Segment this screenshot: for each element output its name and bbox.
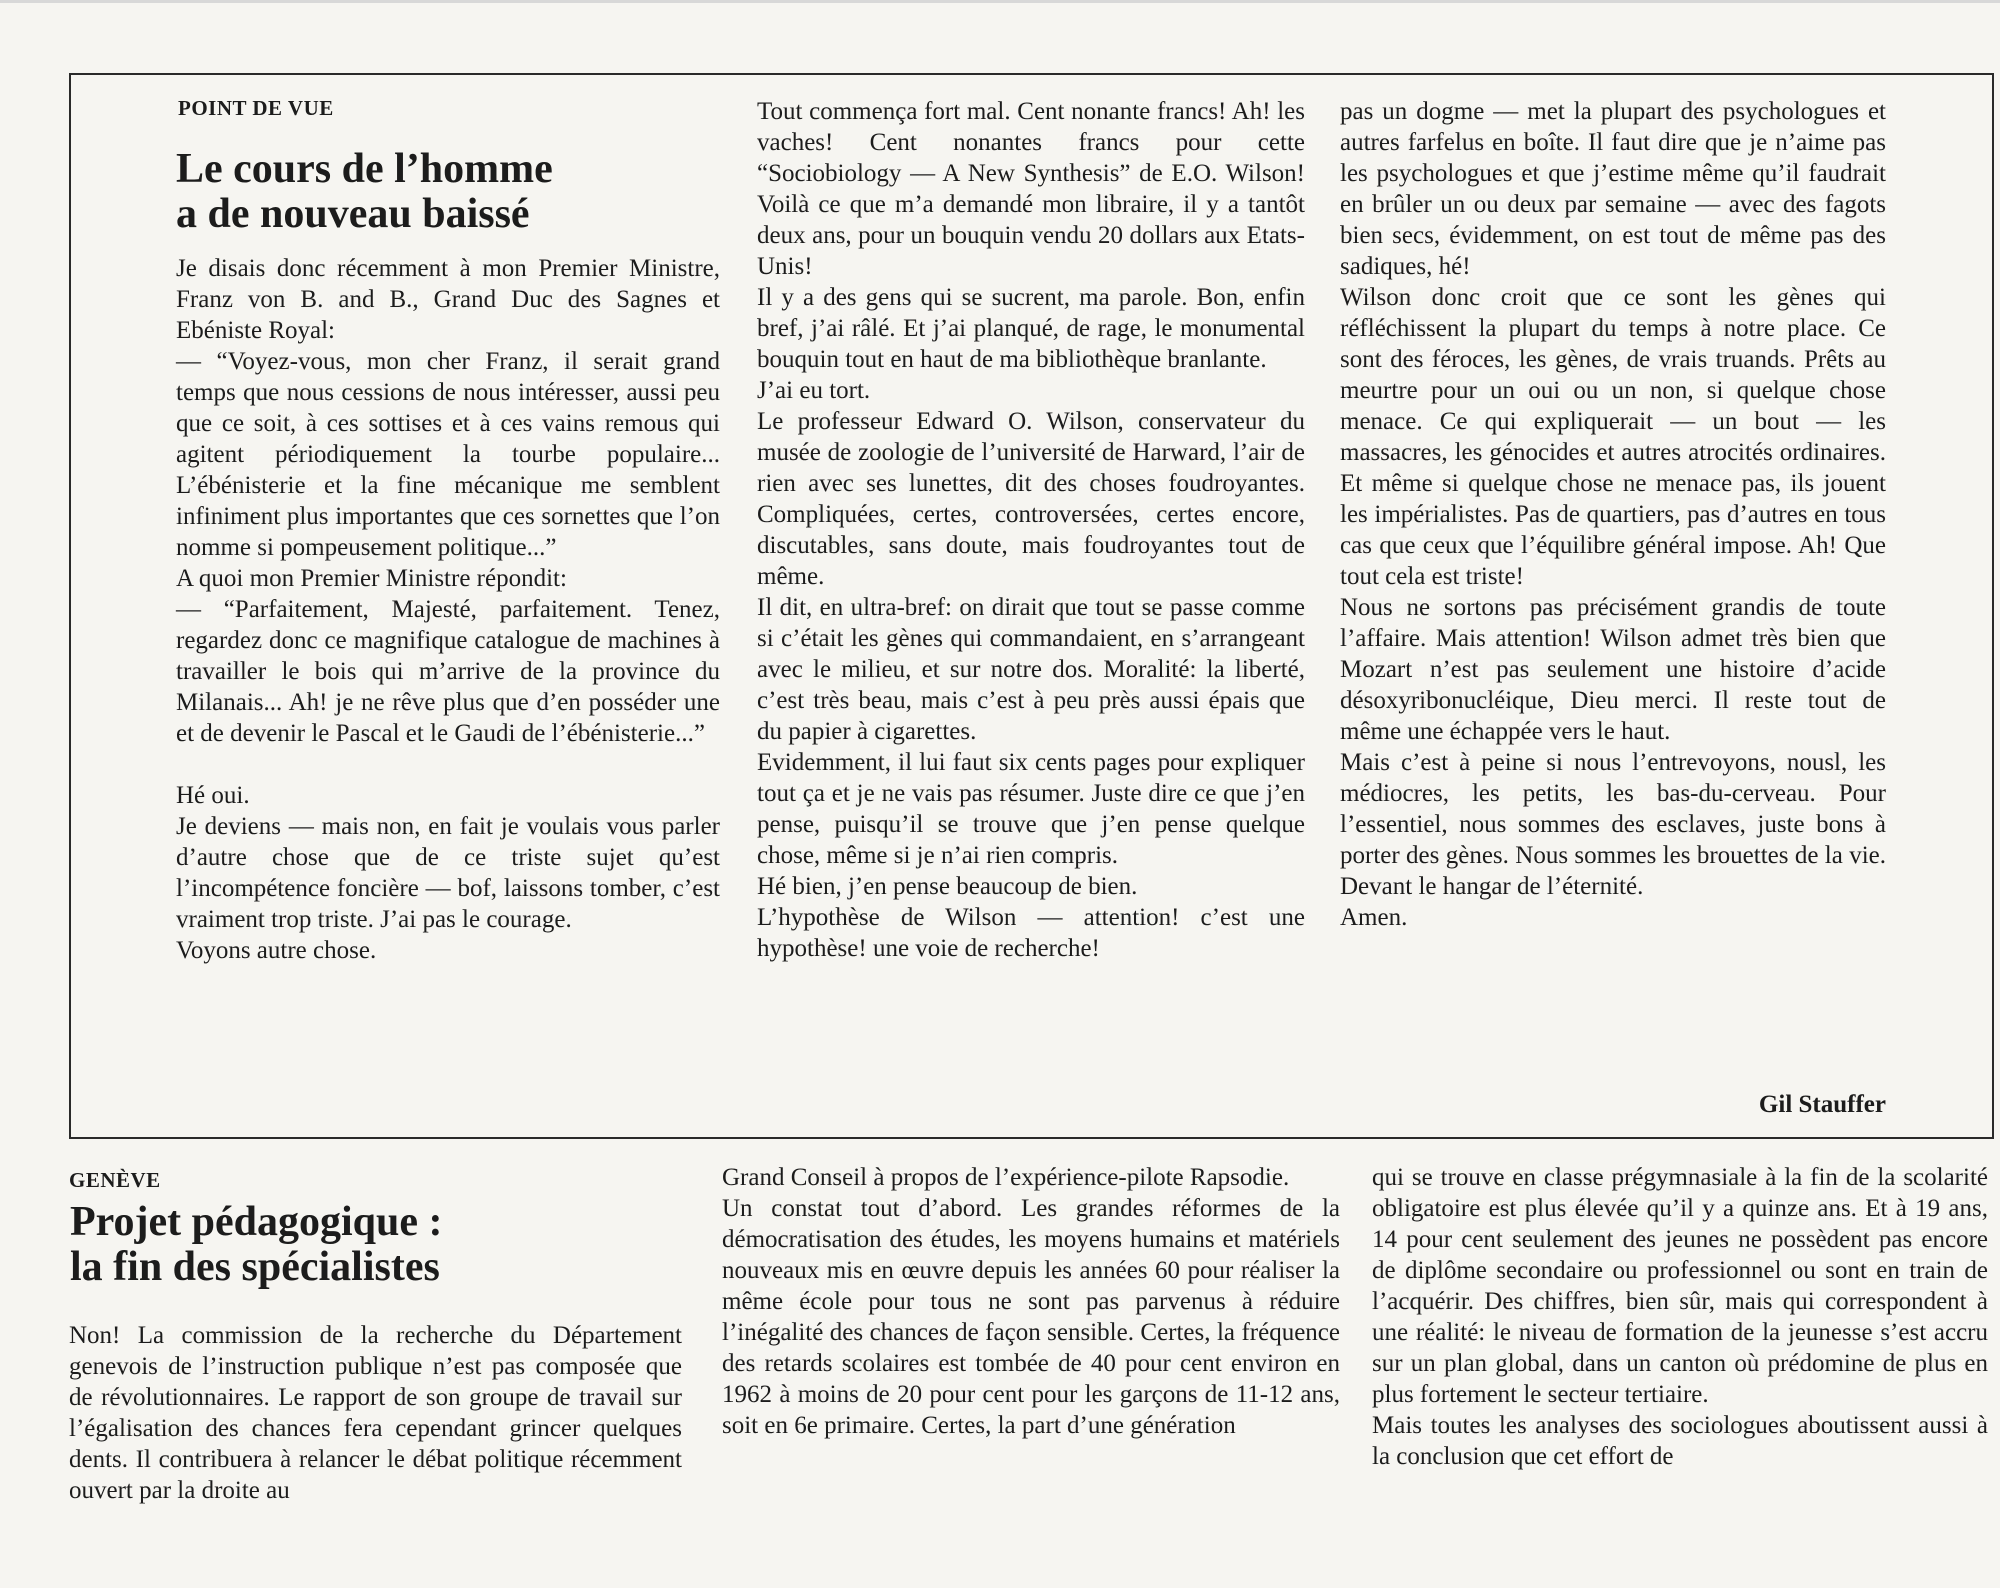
paragraph: Mais c’est à peine si nous l’entrevoyons, nousl, les médiocres, les petits, les bas-du-cerveau. Pour l’essentiel, nous sommes des esclaves, juste bons à porter des gènes. Nous sommes les brouettes de la vie. Devant le hangar de l’éternité. xyxy=(1340,749,1886,900)
article1-column1 xyxy=(176,253,720,966)
article1-headline xyxy=(176,147,553,237)
paragraph: pas un dogme — met la plupart des psychologues et autres farfelus en boîte. Il faut dire que je n’aime pas les psychologues et que j’estime même qu’il faudrait en brûler un ou deux par semaine — avec des fagots bien secs, évidemment, on est tout de même pas des sadiques, hé! xyxy=(1340,98,1886,280)
paragraph: Wilson donc croit que ce sont les gènes qui réfléchissent la plupart du temps à notre place. Ce sont des féroces, les gènes, de vrais truands. Prêts au meurtre pour un oui ou un non, si quelque chose menace. Ce qui expliquerait — un bout — les massacres, les génocides et autres atrocités ordinaires. Et même si quelque chose ne menace pas, ils jouent les impérialistes. Pas de quartiers, pas d’autres en tous cas que ceux que l’équilibre général impose. Ah! Que tout cela est triste! xyxy=(1340,284,1886,590)
article1-column2 xyxy=(757,96,1305,964)
paragraph: Il dit, en ultra-bref: on dirait que tout se passe comme si c’était les gènes qui commandaient, en s’arrangeant avec le milieu, et sur notre dos. Moralité: la liberté, c’est très beau, mais c’est à peu près aussi épais que du papier à cigarettes. xyxy=(757,594,1305,745)
article2-column1 xyxy=(69,1320,682,1506)
paragraph: Un constat tout d’abord. Les grandes réformes de la démocratisation des études, les moyens humains et matériels nouveaux mis en œuvre depuis les années 60 pour réaliser la même école pour tous ne sont pas parvenus à réduire l’inégalité des chances de façon sensible. Certes, la fréquence des retards scolaires est tombée de 40 pour cent environ en 1962 à moins de 20 pour cent pour les garçons de 11-12 ans, soit en 6e primaire. Certes, la part d’une génération xyxy=(722,1195,1340,1439)
paragraph: Mais toutes les analyses des sociologues aboutissent aussi à la conclusion que cet effort de xyxy=(1372,1412,1988,1470)
author-signature: Gil Stauffer xyxy=(1758,1091,1886,1118)
article2-rubric: GENÈVE xyxy=(69,1168,161,1192)
paragraph: — “Parfaitement, Majesté, parfaitement. Tenez, regardez donc ce magnifique catalogue de machines à travailler le bois qui m’arrive de la province du Milanais... Ah! je ne rêve plus que d’en posséder une et de devenir le Pascal et le Gaudi de l’ébénisterie...” xyxy=(176,596,720,747)
paragraph: Grand Conseil à propos de l’expérience-pilote Rapsodie. xyxy=(722,1164,1290,1191)
paragraph: J’ai eu tort. xyxy=(757,377,871,404)
article1-headline-line2: a de nouveau baissé xyxy=(176,191,530,237)
article2-headline-line1: Projet pédagogique : xyxy=(70,1199,443,1245)
paragraph: Je deviens — mais non, en fait je voulais vous parler d’autre chose que de ce triste sujet qu’est l’incompétence foncière — bof, laissons tomber, c’est vraiment trop triste. J’ai pas le courage. xyxy=(176,813,720,933)
article1-column3 xyxy=(1340,96,1886,933)
article1-rubric: POINT DE VUE xyxy=(178,96,334,120)
paragraph: Je disais donc récemment à mon Premier Ministre, Franz von B. and B., Grand Duc des Sagnes et Ebéniste Royal: xyxy=(176,255,720,344)
top-edge-line xyxy=(0,0,2000,3)
article2-column2 xyxy=(722,1162,1340,1441)
paragraph: Hé oui. xyxy=(176,782,250,809)
paragraph: qui se trouve en classe prégymnasiale à la fin de la scolarité obligatoire est plus élevée qu’il y a quinze ans. Et à 19 ans, 14 pour cent seulement des jeunes ne possèdent pas encore de diplôme secondaire ou professionnel ou sont en train de l’acquérir. Des chiffres, bien sûr, mais qui correspondent à une réalité: le niveau de formation de la jeunesse s’est accru sur un plan global, dans un canton où prédomine de plus en plus fortement le secteur tertiaire. xyxy=(1372,1164,1988,1408)
article2-headline xyxy=(70,1200,443,1290)
paragraph: Amen. xyxy=(1340,904,1408,931)
paragraph: Hé bien, j’en pense beaucoup de bien. xyxy=(757,873,1138,900)
paragraph: L’hypothèse de Wilson — attention! c’est une hypothèse! une voie de recherche! xyxy=(757,904,1305,962)
article2-headline-line2: la fin des spécialistes xyxy=(70,1244,440,1290)
paragraph: A quoi mon Premier Ministre répondit: xyxy=(176,565,567,592)
article2-column3 xyxy=(1372,1162,1988,1472)
paragraph: Il y a des gens qui se sucrent, ma parole. Bon, enfin bref, j’ai râlé. Et j’ai planqué, de rage, le monumental bouquin tout en haut de ma bibliothèque branlante. xyxy=(757,284,1305,373)
paragraph: Voyons autre chose. xyxy=(176,937,377,964)
paragraph: Nous ne sortons pas précisément grandis de toute l’affaire. Mais attention! Wilson admet très bien que Mozart n’est pas seulement une histoire d’acide désoxyribonucléique, Dieu merci. Il reste tout de même une échappée vers le haut. xyxy=(1340,594,1886,745)
paragraph: — “Voyez-vous, mon cher Franz, il serait grand temps que nous cessions de nous intéresser, aussi peu que ce soit, à ces sottises et à ces vains remous qui agitent périodiquement la tourbe populaire... L’ébénisterie et la fine mécanique me semblent infiniment plus importantes que ces sornettes que l’on nomme si pompeusement politique...” xyxy=(176,348,720,561)
article1-headline-line1: Le cours de l’homme xyxy=(176,146,553,192)
paragraph: Evidemment, il lui faut six cents pages pour expliquer tout ça et je ne vais pas résumer. Juste dire ce que j’en pense, puisqu’il se trouve que j’en pense quelque chose, même si je n’ai rien compris. xyxy=(757,749,1305,869)
paragraph: Le professeur Edward O. Wilson, conservateur du musée de zoologie de l’université de Harward, l’air de rien avec ses lunettes, dit des choses foudroyantes. Compliquées, certes, controversées, certes encore, discutables, sans doute, mais foudroyantes tout de même. xyxy=(757,408,1305,590)
paragraph: Tout commença fort mal. Cent nonante francs! Ah! les vaches! Cent nonantes francs pour cette “Sociobiology — A New Synthesis” de E.O. Wilson! Voilà ce que m’a demandé mon libraire, il y a tantôt deux ans, pour un bouquin vendu 20 dollars aux Etats-Unis! xyxy=(757,98,1305,280)
paragraph: Non! La commission de la recherche du Département genevois de l’instruction publique n’est pas composée que de révolutionnaires. Le rapport de son groupe de travail sur l’égalisation des chances fera cependant grincer quelques dents. Il contribuera à relancer le débat politique récemment ouvert par la droite au xyxy=(69,1322,682,1504)
